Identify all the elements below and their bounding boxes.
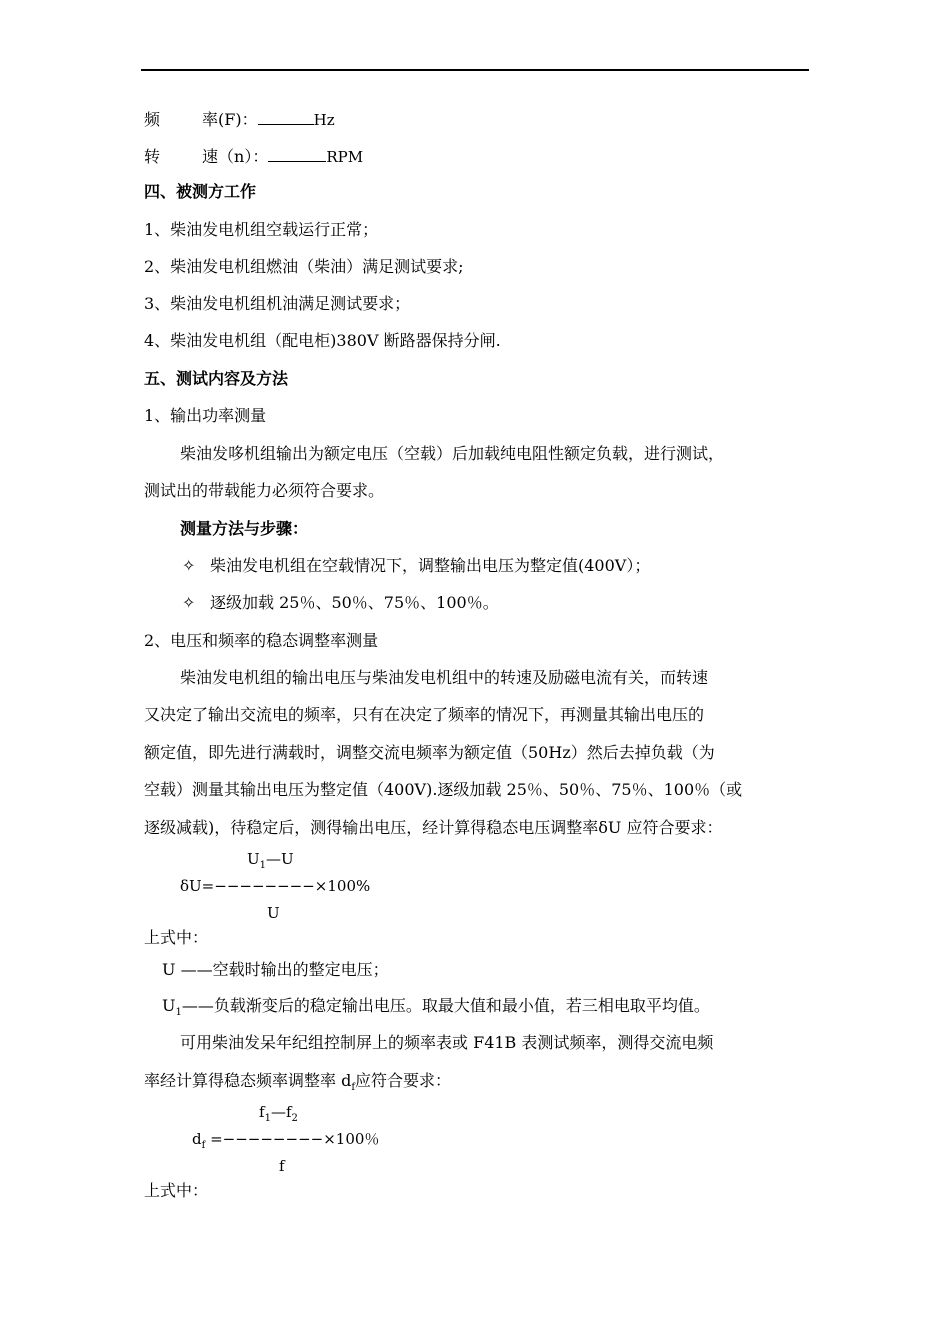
list-item: 4、柴油发电机组（配电柜)380V 断路器保持分闸.: [144, 331, 501, 350]
formula-u-main: [180, 876, 370, 896]
list-item: 3、柴油发电机组机油满足测试要求；: [144, 294, 411, 313]
formula-subscript: 1: [259, 860, 267, 871]
paragraph-line: 测试出的带载能力必须符合要求。: [144, 481, 385, 500]
formula-u-numerator: [247, 849, 294, 869]
speed-unit: RPM: [326, 148, 364, 166]
header-rule: [141, 69, 809, 71]
where-label: 上式中：: [144, 928, 209, 947]
formula-text: U: [162, 996, 176, 1015]
paragraph-line: 逐级减载)，待稳定后，测得输出电压，经计算得稳态电压调整率δU 应符合要求：: [144, 818, 723, 837]
formula-text: ×100％: [323, 1130, 380, 1148]
section-5-heading: 五、测试内容及方法: [144, 369, 289, 388]
list-item: 1、柴油发电机组空载运行正常；: [144, 220, 379, 239]
formula-f-numerator: [259, 1102, 298, 1122]
frequency-blank: [258, 108, 314, 125]
formula-text: =: [205, 1130, 223, 1148]
paragraph-line: 柴油发哆机组输出为额定电压（空载）后加载纯电阻性额定负载，进行测试，: [180, 444, 725, 463]
speed-label: 转: [144, 147, 161, 166]
formula-text: δU=: [180, 877, 215, 895]
paragraph-text: 率经计算得稳态频率调整率 d: [144, 1071, 352, 1090]
speed-line: [144, 145, 363, 167]
formula-text: f: [259, 1103, 265, 1121]
formula-subscript: 1: [175, 1007, 182, 1018]
formula-u-denominator: U: [267, 904, 280, 922]
paragraph-line: 又决定了输出交流电的频率，只有在决定了频率的情况下，再测量其输出电压的: [144, 705, 705, 724]
subsection-1-title: 1、输出功率测量: [144, 406, 267, 425]
subsection-2-title: 2、电压和频率的稳态调整率测量: [144, 631, 379, 650]
fraction-bar: −−−−−−−−: [222, 1130, 324, 1148]
bullet-item: [182, 556, 650, 576]
paragraph-line: 额定值，即先进行满载时，调整交流电频率为额定值（50Hz）然后去掉负载（为: [144, 743, 715, 762]
formula-subscript: 2: [291, 1113, 298, 1124]
formula-text: U: [247, 850, 260, 868]
formula-subscript: f: [201, 1140, 206, 1151]
speed-blank: [268, 145, 326, 162]
bullet-text: 柴油发电机组在空载情况下，调整输出电压为整定值(400V）；: [210, 556, 651, 575]
speed-label-2: 速（n）：: [202, 147, 269, 166]
paragraph-line: [144, 1071, 451, 1091]
formula-text: d: [192, 1130, 202, 1148]
fraction-bar: −−−−−−−−: [214, 877, 315, 895]
formula-f-denominator: f: [279, 1157, 285, 1175]
formula-f-main: [192, 1129, 379, 1149]
definition-line: U ——空载时输出的整定电压；: [162, 960, 389, 979]
paragraph-line: 可用柴油发呆年纪组控制屏上的频率表或 F41B 表测试频率，测得交流电频: [180, 1033, 714, 1052]
bullet-text: 逐级加载 25％、50％、75％、100％。: [210, 593, 499, 612]
frequency-label: 频: [144, 110, 161, 129]
paragraph-text: 应符合要求：: [355, 1071, 452, 1090]
list-item: 2、柴油发电机组燃油（柴油）满足测试要求;: [144, 257, 464, 276]
formula-text: ×100%: [314, 877, 371, 895]
paragraph-line: 柴油发电机组的输出电压与柴油发电机组中的转速及励磁电流有关，而转速: [180, 668, 709, 687]
paragraph-line: 空载）测量其输出电压为整定值（400V).逐级加载 25％、50％、75％、100％（或: [144, 780, 743, 799]
frequency-unit: Hz: [313, 111, 335, 129]
formula-text: —U: [266, 850, 294, 868]
formula-text: —f: [270, 1103, 292, 1121]
where-label: 上式中：: [144, 1181, 209, 1200]
diamond-bullet-icon: ✧: [182, 593, 196, 612]
formula-subscript: f: [351, 1082, 356, 1093]
method-heading: 测量方法与步骤：: [180, 519, 309, 538]
diamond-bullet-icon: ✧: [182, 556, 196, 575]
frequency-line: [144, 108, 335, 130]
formula-subscript: 1: [264, 1113, 271, 1124]
section-4-heading: 四、被测方工作: [144, 182, 257, 201]
definition-text: ——负载渐变后的稳定输出电压。取最大值和最小值，若三相电取平均值。: [181, 996, 710, 1015]
frequency-label-2: 率(F)：: [202, 110, 258, 129]
bullet-item: [182, 593, 499, 613]
definition-line: [162, 996, 710, 1016]
